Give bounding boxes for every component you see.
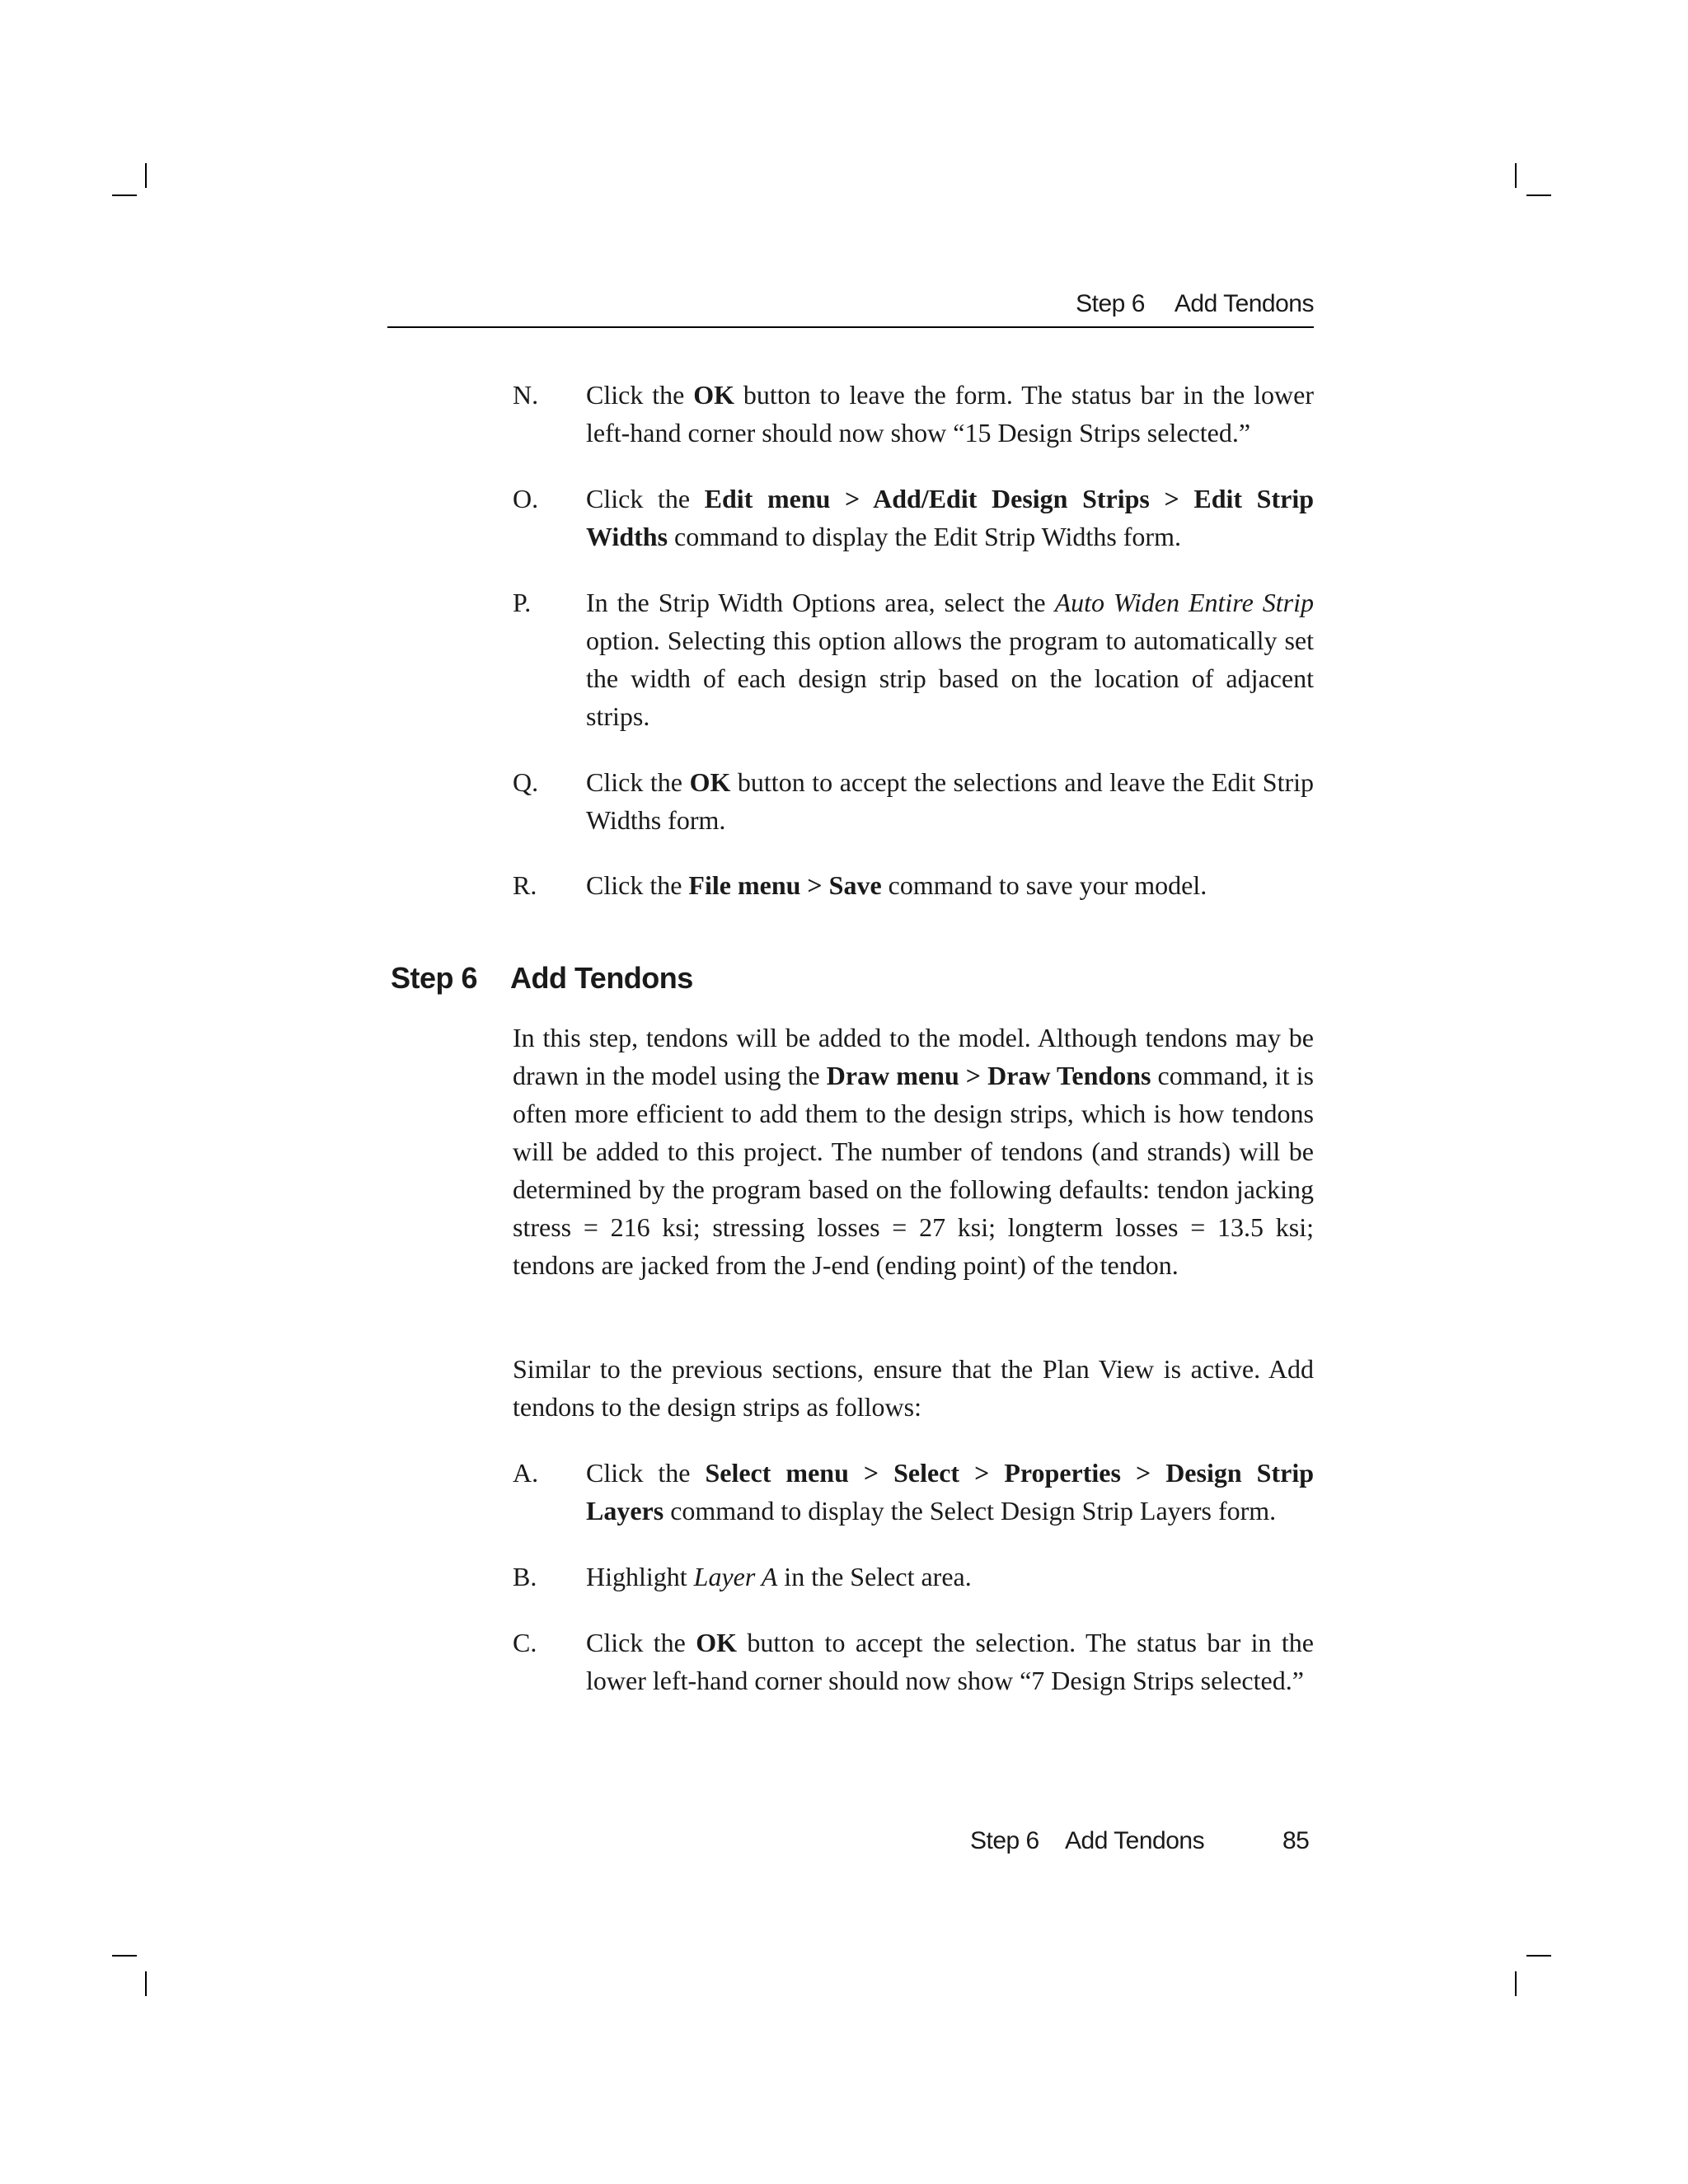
list-item — [513, 1624, 1314, 1699]
list-item-text: In the Strip Width Options area, select the Auto Widen Entire Strip option. Selecting this option allows the program to automatically set the width of each design strip based on the location of adjacent strips. — [586, 588, 1315, 731]
list-item — [513, 583, 1314, 735]
list-item-letter: B. — [513, 1562, 537, 1591]
crop-mark — [145, 1971, 147, 1996]
footer-title: Add Tendons — [1065, 1827, 1205, 1854]
list-item-letter: A. — [513, 1458, 539, 1488]
running-header-title: Add Tendons — [1174, 290, 1314, 317]
list-item-text: Click the Edit menu > Add/Edit Design Strips > Edit Strip Widths command to display the Edit Strip Widths form. — [586, 484, 1314, 551]
list-item-letter: O. — [513, 484, 539, 513]
list-item-letter: N. — [513, 380, 539, 410]
list-item — [513, 480, 1314, 555]
crop-mark — [1515, 1971, 1517, 1996]
crop-mark — [145, 163, 147, 188]
list-item — [513, 1454, 1314, 1530]
body-paragraph: In this step, tendons will be added to the model. Although tendons may be drawn in the model using the Draw menu > Draw Tendons command, it is often more efficient to add them to the design strips, which is how tendons will be added to this project. The number of tendons (and strands) will be determined by the program based on the following defaults: tendon jacking stress = 216 ksi; stressing losses = 27 ksi; longterm losses = 13.5 ksi; tendons are jacked from the J-end (ending point) of the tendon. — [513, 1023, 1315, 1280]
body-paragraph: Similar to the previous sections, ensure that the Plan View is active. Add tendons to the design strips as follows: — [513, 1354, 1314, 1422]
list-item — [513, 1558, 1314, 1596]
crop-mark — [112, 1955, 137, 1957]
crop-mark — [1526, 1955, 1551, 1957]
crop-mark — [112, 194, 137, 196]
list-item-letter: R. — [513, 870, 537, 900]
section-title: Add Tendons — [510, 961, 693, 995]
footer-step: Step 6 — [970, 1827, 1039, 1854]
list-item-letter: P. — [513, 588, 532, 617]
crop-mark — [1526, 194, 1551, 196]
list-item-text: Highlight Layer A in the Select area. — [586, 1562, 972, 1591]
list-item-text: Click the Select menu > Select > Properties > Design Strip Layers command to display the Select Design Strip Layers form. — [586, 1458, 1315, 1526]
list-item-text: Click the File menu > Save command to save your model. — [586, 870, 1207, 900]
list-item-text: Click the OK button to accept the selection. The status bar in the lower left-hand corner should now show “7 Design Strips selected.” — [586, 1628, 1314, 1695]
header-rule — [387, 326, 1314, 328]
running-header — [387, 290, 1314, 318]
section-step-label: Step 6 — [391, 961, 478, 995]
list-item-text: Click the OK button to leave the form. The status bar in the lower left-hand corner should now show “15 Design Strips selected.” — [586, 380, 1315, 448]
list-item — [513, 376, 1314, 452]
crop-mark — [1515, 163, 1517, 188]
page-number: 85 — [1282, 1827, 1310, 1854]
list-item — [513, 866, 1314, 904]
running-header-step: Step 6 — [1076, 290, 1145, 317]
list-item-letter: C. — [513, 1628, 537, 1657]
list-item — [513, 763, 1314, 839]
list-item-text: Click the OK button to accept the selections and leave the Edit Strip Widths form. — [586, 767, 1315, 835]
list-item-letter: Q. — [513, 767, 539, 797]
